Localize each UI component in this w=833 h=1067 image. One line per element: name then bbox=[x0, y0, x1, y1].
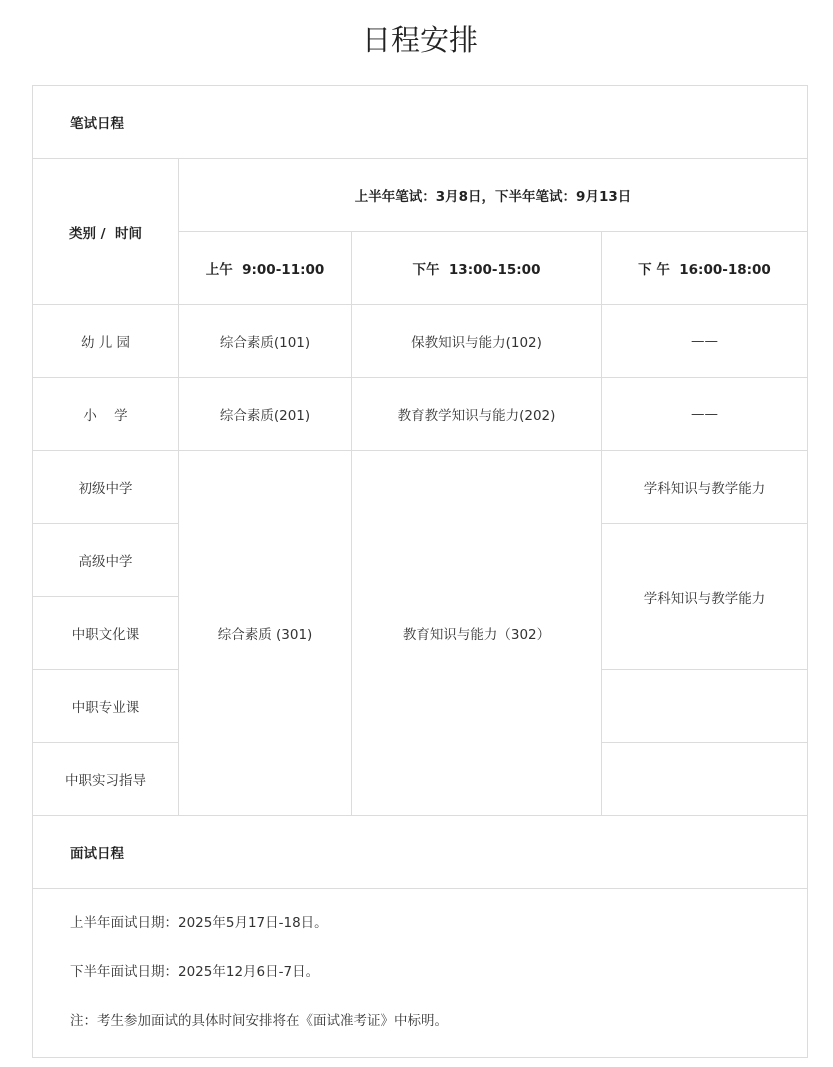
interview-notes-row bbox=[33, 889, 808, 1058]
category-vocational-practice: 中职实习指导 bbox=[33, 743, 179, 816]
exam-cell: 综合素质(201) bbox=[179, 378, 352, 451]
interview-heading: 面试日程 bbox=[33, 816, 808, 889]
schedule-table bbox=[32, 85, 808, 1058]
exam-cell: —— bbox=[602, 378, 808, 451]
slot-afternoon: 下午 13:00-15:00 bbox=[352, 232, 602, 305]
exam-cell-empty bbox=[602, 743, 808, 816]
table-row bbox=[33, 378, 808, 451]
interview-second-half: 下半年面试日期：2025年12月6日-7日。 bbox=[70, 964, 320, 980]
category-primary: 小 学 bbox=[33, 378, 179, 451]
interview-notes bbox=[33, 889, 808, 1058]
written-heading: 笔试日程 bbox=[33, 86, 808, 159]
category-vocational-major: 中职专业课 bbox=[33, 670, 179, 743]
written-dates: 上半年笔试：3月8日，下半年笔试：9月13日 bbox=[179, 159, 808, 232]
category-senior: 高级中学 bbox=[33, 524, 179, 597]
table-row bbox=[33, 305, 808, 378]
exam-cell: 学科知识与教学能力 bbox=[602, 451, 808, 524]
exam-cell: 保教知识与能力(102) bbox=[352, 305, 602, 378]
category-kindergarten: 幼 儿 园 bbox=[33, 305, 179, 378]
written-heading-row bbox=[33, 86, 808, 159]
dates-row bbox=[33, 159, 808, 232]
exam-cell: 综合素质(101) bbox=[179, 305, 352, 378]
page-title: 日程安排 bbox=[361, 23, 478, 57]
exam-cell: —— bbox=[602, 305, 808, 378]
table-row bbox=[33, 451, 808, 524]
exam-cell-empty bbox=[602, 670, 808, 743]
exam-cell: 教育教学知识与能力(202) bbox=[352, 378, 602, 451]
interview-note: 注：考生参加面试的具体时间安排将在《面试准考证》中标明。 bbox=[70, 1013, 448, 1029]
interview-first-half: 上半年面试日期：2025年5月17日-18日。 bbox=[70, 915, 328, 931]
interview-heading-row bbox=[33, 816, 808, 889]
exam-cell: 学科知识与教学能力 bbox=[602, 524, 808, 670]
slot-late-afternoon: 下 午 16:00-18:00 bbox=[602, 232, 808, 305]
exam-cell-merged: 综合素质 (301) bbox=[179, 451, 352, 816]
slot-morning: 上午 9:00-11:00 bbox=[179, 232, 352, 305]
category-vocational-culture: 中职文化课 bbox=[33, 597, 179, 670]
category-junior: 初级中学 bbox=[33, 451, 179, 524]
category-time-header: 类别 / 时间 bbox=[33, 159, 179, 305]
exam-cell-merged: 教育知识与能力（302） bbox=[352, 451, 602, 816]
